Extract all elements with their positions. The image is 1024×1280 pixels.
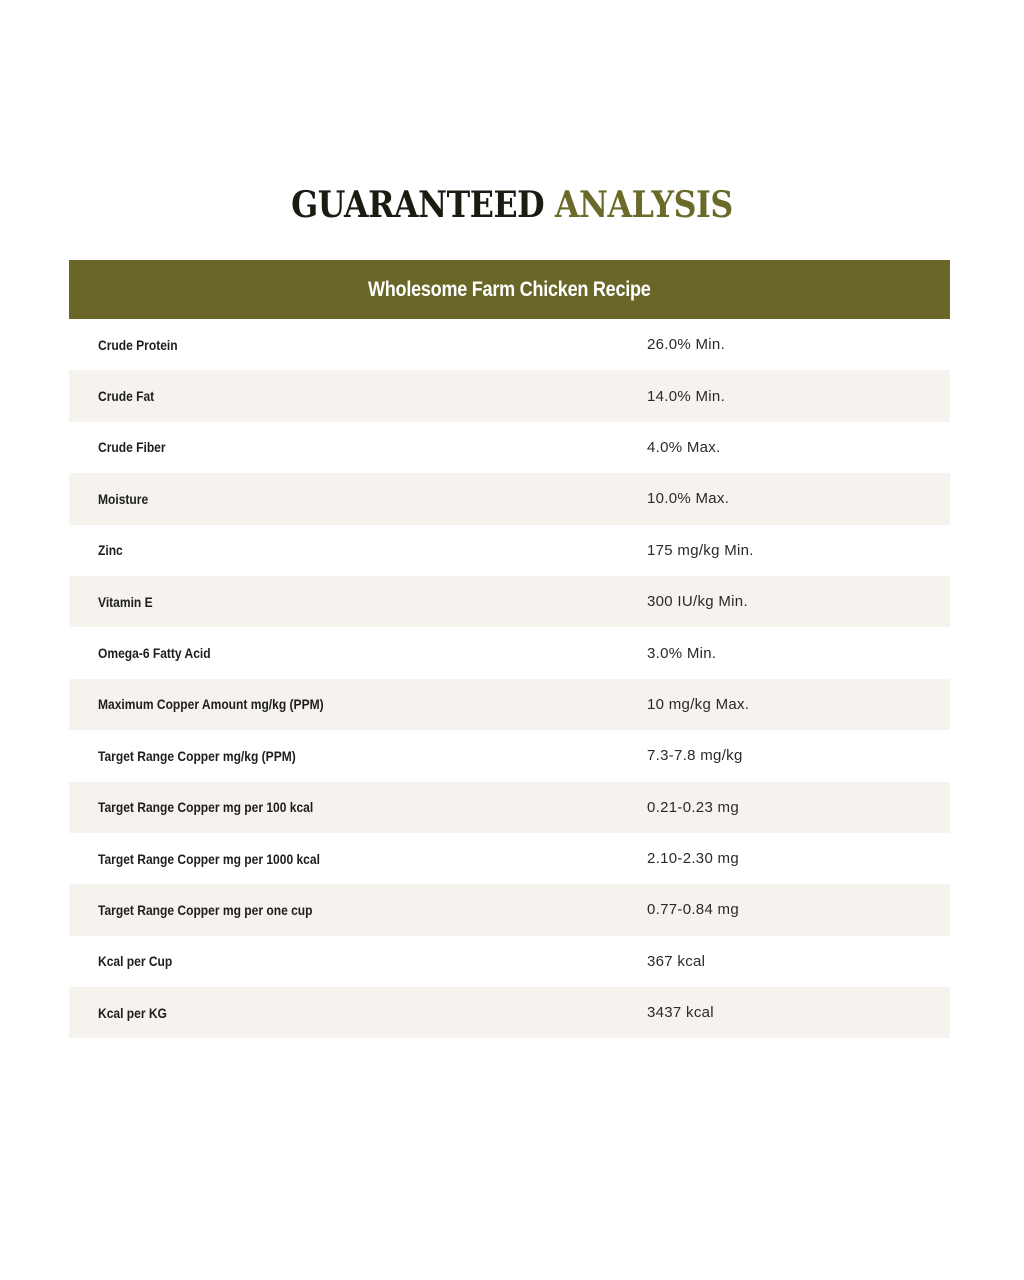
table-header	[69, 260, 950, 319]
table-row	[69, 473, 950, 524]
nutrient-value: 7.3-7.8 mg/kg	[647, 747, 743, 765]
table-row	[69, 679, 950, 730]
table-row	[69, 833, 950, 884]
nutrient-value: 0.21-0.23 mg	[647, 798, 739, 816]
table-row	[69, 319, 950, 370]
table-body	[69, 319, 950, 1038]
nutrient-value: 0.77-0.84 mg	[647, 901, 739, 919]
nutrient-value: 26.0% Min.	[647, 336, 726, 354]
nutrient-value: 14.0% Min.	[647, 387, 726, 405]
title-word-analysis: ANALYSIS	[554, 184, 733, 226]
nutrient-label: Crude Fiber	[98, 439, 166, 456]
nutrient-label: Kcal per Cup	[98, 953, 173, 970]
nutrient-label: Target Range Copper mg per 1000 kcal	[98, 850, 320, 867]
table-row	[69, 884, 950, 935]
nutrient-label: Omega-6 Fatty Acid	[98, 645, 211, 662]
recipe-name: Wholesome Farm Chicken Recipe	[368, 277, 651, 301]
table-row	[69, 987, 950, 1038]
table-row	[69, 730, 950, 781]
nutrient-value: 10 mg/kg Max.	[647, 695, 750, 713]
nutrient-label: Moisture	[98, 490, 149, 507]
guaranteed-analysis-table	[69, 260, 950, 1038]
nutrient-label: Crude Fat	[98, 388, 155, 405]
nutrient-label: Vitamin E	[98, 593, 153, 610]
nutrient-label: Crude Protein	[98, 336, 178, 353]
nutrient-value: 3.0% Min.	[647, 644, 717, 662]
nutrient-label: Target Range Copper mg per 100 kcal	[98, 799, 314, 816]
table-row	[69, 936, 950, 987]
table-row	[69, 576, 950, 627]
nutrient-label: Target Range Copper mg/kg (PPM)	[98, 747, 296, 764]
nutrient-value: 367 kcal	[647, 952, 706, 970]
nutrient-value: 175 mg/kg Min.	[647, 541, 754, 559]
page-title	[61, 180, 962, 230]
table-row	[69, 525, 950, 576]
table-row	[69, 627, 950, 678]
nutrient-value: 300 IU/kg Min.	[647, 593, 748, 611]
nutrient-value: 2.10-2.30 mg	[647, 850, 739, 868]
title-word-guaranteed: GUARANTEED	[291, 184, 545, 226]
table-row	[69, 782, 950, 833]
nutrient-label: Zinc	[98, 542, 123, 559]
nutrient-label: Kcal per KG	[98, 1004, 167, 1021]
table-row	[69, 370, 950, 421]
nutrient-label: Target Range Copper mg per one cup	[98, 901, 313, 918]
nutrient-label: Maximum Copper Amount mg/kg (PPM)	[98, 696, 324, 713]
nutrient-value: 3437 kcal	[647, 1004, 714, 1022]
nutrient-value: 4.0% Max.	[647, 438, 721, 456]
table-row	[69, 422, 950, 473]
nutrient-value: 10.0% Max.	[647, 490, 730, 508]
